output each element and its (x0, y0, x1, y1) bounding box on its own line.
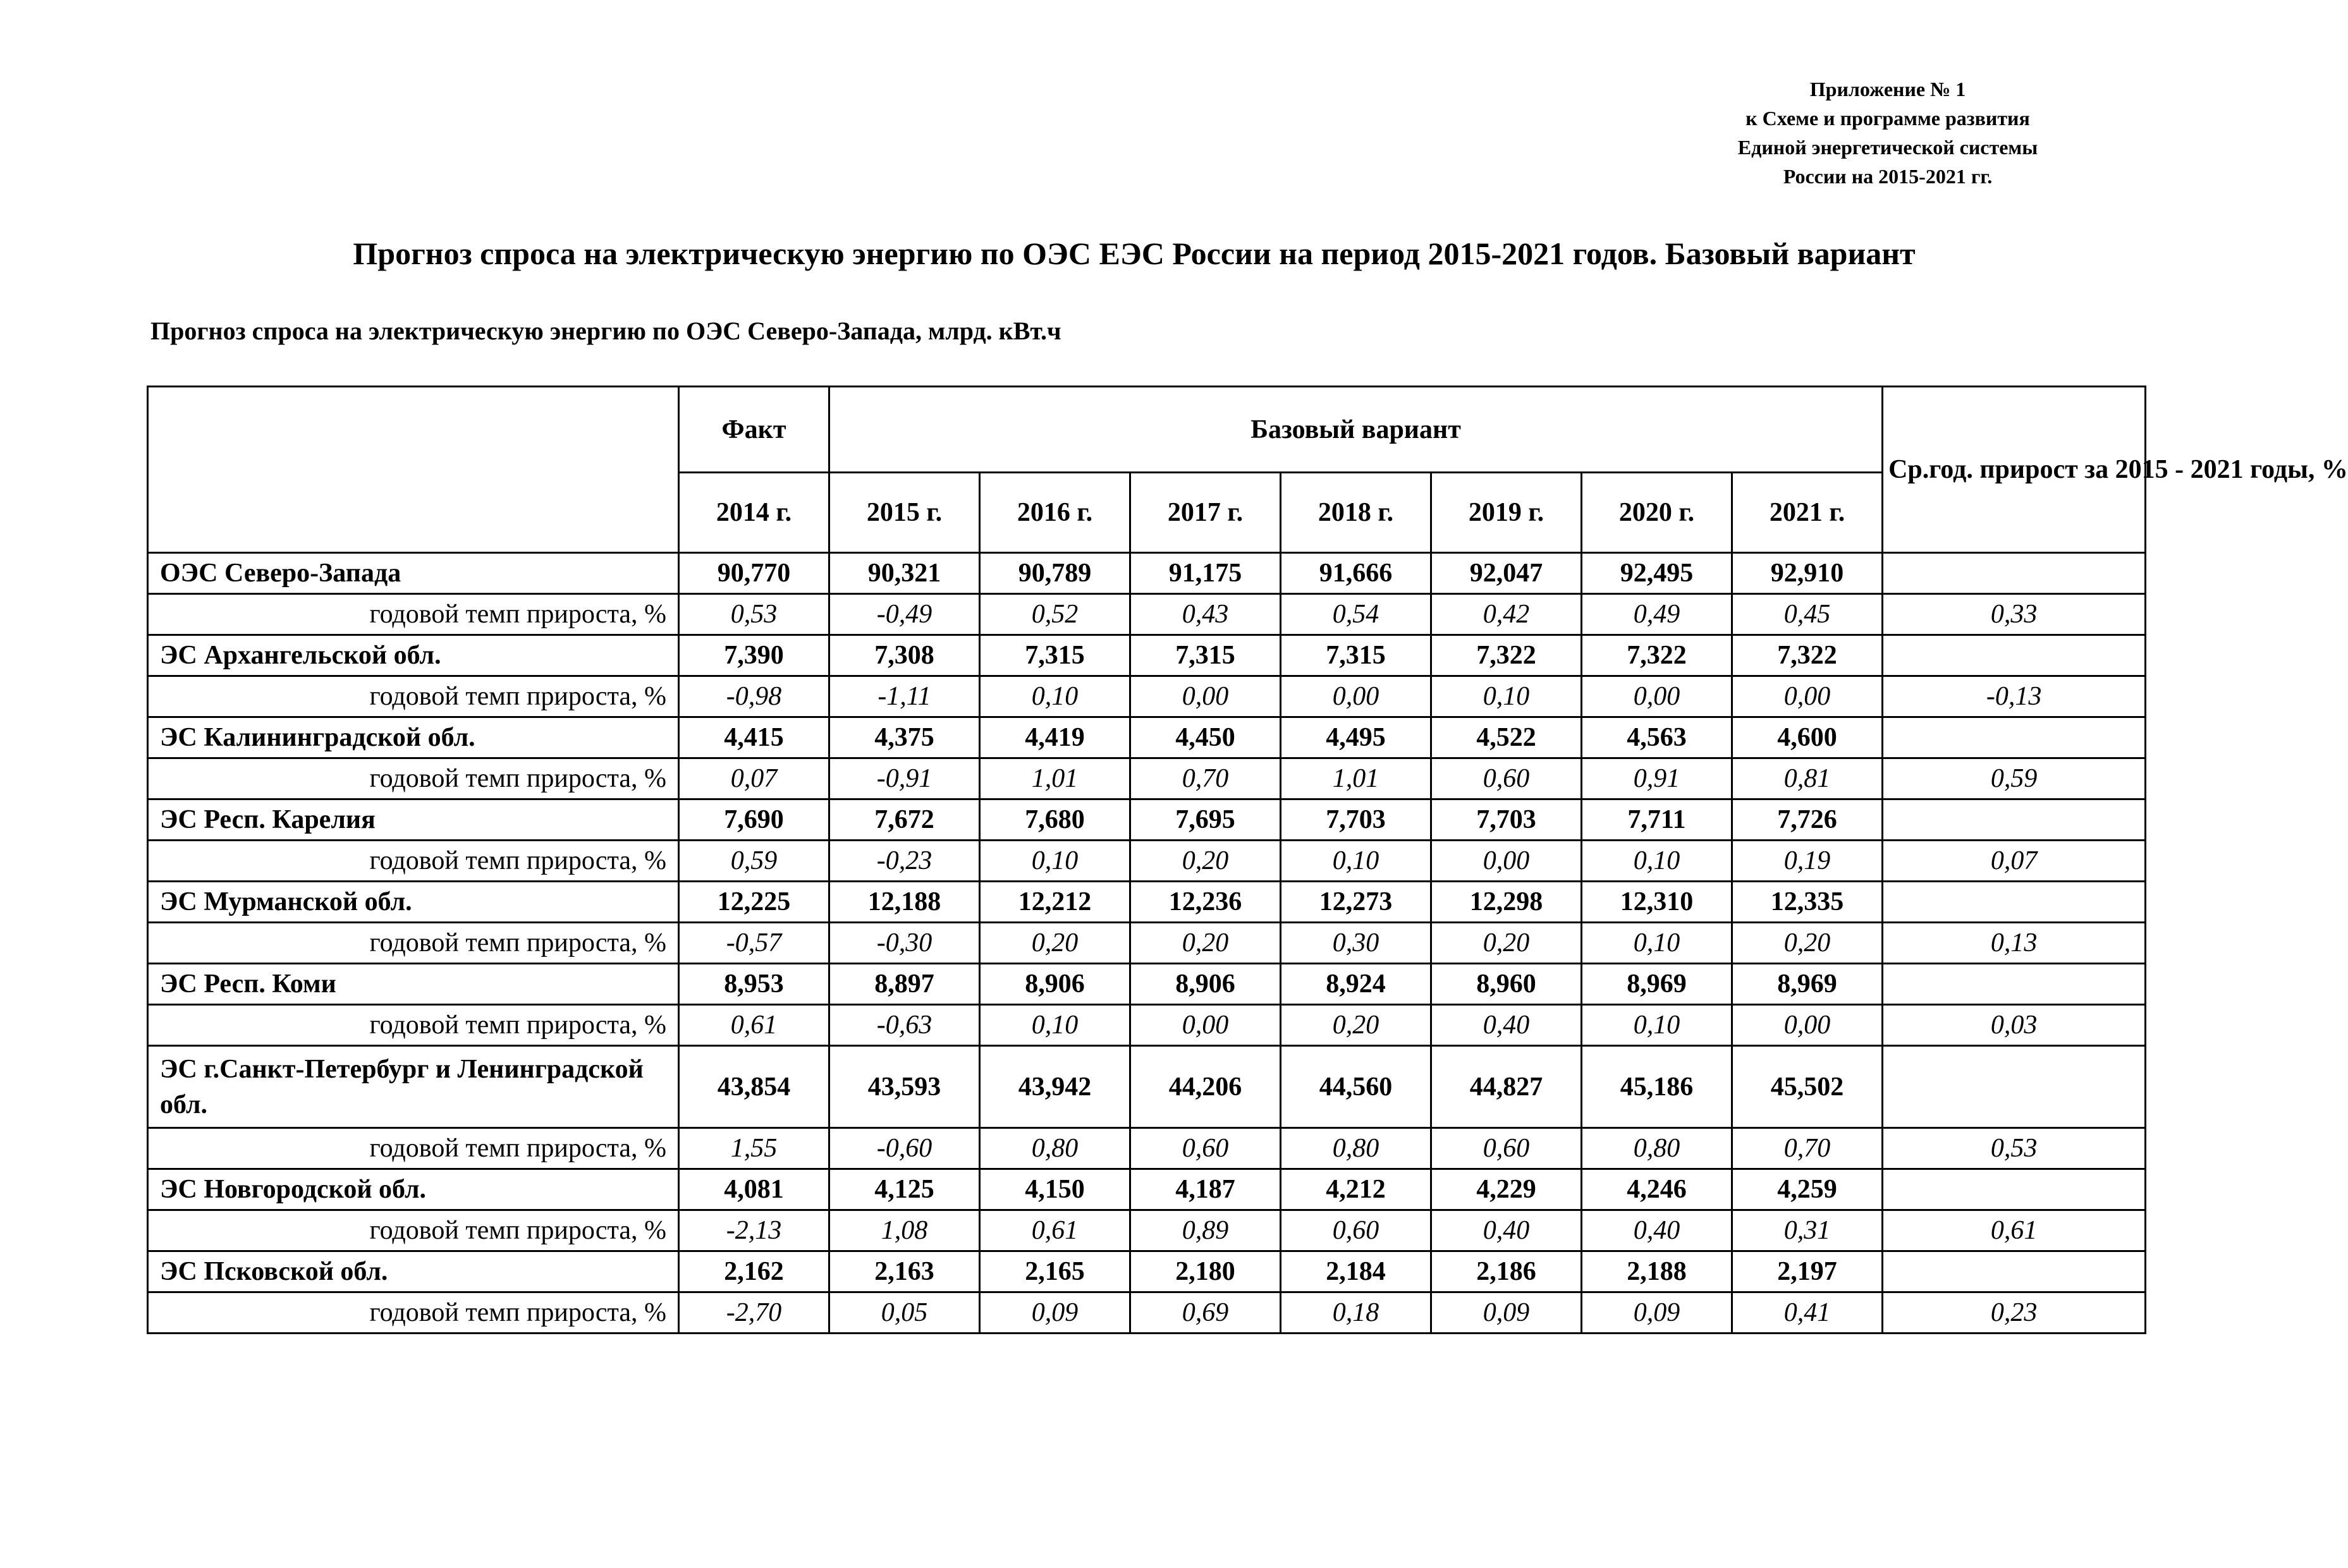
consumption-value: 2,162 (679, 1251, 829, 1292)
growth-rate-value: -0,23 (829, 841, 980, 882)
avg-empty-cell (1883, 1251, 2146, 1292)
growth-rate-value: 0,40 (1582, 1210, 1732, 1251)
growth-rate-value: -0,57 (679, 923, 829, 964)
growth-rate-value: 0,09 (1582, 1292, 1732, 1334)
consumption-value: 43,854 (679, 1046, 829, 1128)
region-name: ЭС г.Санкт-Петербург и Ленинградской обл. (148, 1046, 679, 1128)
growth-rate-value: 0,61 (679, 1005, 829, 1046)
growth-rate-value: 0,89 (1130, 1210, 1281, 1251)
base-variant-header: Базовый вариант (829, 387, 1883, 473)
growth-rate-value: 0,19 (1732, 841, 1883, 882)
avg-growth-value: 0,53 (1883, 1128, 2146, 1169)
growth-rate-value: 0,60 (1281, 1210, 1431, 1251)
growth-rate-value: 0,70 (1732, 1128, 1883, 1169)
fact-header: Факт (679, 387, 829, 473)
growth-rate-value: 0,91 (1582, 758, 1732, 799)
growth-rate-value: 0,10 (1431, 676, 1582, 717)
region-name: ЭС Псковской обл. (148, 1251, 679, 1292)
avg-empty-cell (1883, 553, 2146, 594)
consumption-value: 12,298 (1431, 882, 1582, 923)
growth-rate-value: 0,00 (1130, 676, 1281, 717)
growth-rate-label: годовой темп прироста, % (148, 1292, 679, 1334)
growth-rate-value: 0,00 (1281, 676, 1431, 717)
growth-rate-value: 0,20 (1431, 923, 1582, 964)
consumption-value: 12,273 (1281, 882, 1431, 923)
consumption-value: 7,711 (1582, 799, 1732, 841)
consumption-value: 7,315 (1130, 635, 1281, 676)
growth-rate-value: 0,20 (1281, 1005, 1431, 1046)
annex-line-3: Единой энергетической системы (1737, 136, 2038, 159)
avg-empty-cell (1883, 964, 2146, 1005)
growth-rate-value: 1,08 (829, 1210, 980, 1251)
growth-rate-value: -0,49 (829, 594, 980, 635)
consumption-value: 44,560 (1281, 1046, 1431, 1128)
growth-rate-value: 0,43 (1130, 594, 1281, 635)
growth-rate-value: -0,91 (829, 758, 980, 799)
consumption-value: 45,186 (1582, 1046, 1732, 1128)
region-row (148, 964, 2146, 1005)
consumption-value: 92,047 (1431, 553, 1582, 594)
growth-rate-row (148, 923, 2146, 964)
growth-rate-value: 0,60 (1431, 1128, 1582, 1169)
region-name: ЭС Мурманской обл. (148, 882, 679, 923)
region-row (148, 717, 2146, 758)
consumption-value: 91,175 (1130, 553, 1281, 594)
consumption-value: 12,188 (829, 882, 980, 923)
consumption-value: 90,321 (829, 553, 980, 594)
region-name: ЭС Респ. Карелия (148, 799, 679, 841)
year-header: 2017 г. (1130, 473, 1281, 553)
growth-rate-value: -0,60 (829, 1128, 980, 1169)
consumption-value: 7,726 (1732, 799, 1883, 841)
consumption-value: 7,703 (1281, 799, 1431, 841)
avg-growth-value: 0,61 (1883, 1210, 2146, 1251)
consumption-value: 7,695 (1130, 799, 1281, 841)
growth-rate-value: 0,81 (1732, 758, 1883, 799)
avg-growth-value: 0,13 (1883, 923, 2146, 964)
consumption-value: 7,308 (829, 635, 980, 676)
growth-rate-value: 0,09 (980, 1292, 1130, 1334)
growth-rate-value: -0,63 (829, 1005, 980, 1046)
consumption-value: 7,672 (829, 799, 980, 841)
growth-rate-value: 0,31 (1732, 1210, 1883, 1251)
growth-rate-value: 0,10 (1582, 1005, 1732, 1046)
growth-rate-value: 0,10 (980, 676, 1130, 717)
growth-rate-label: годовой темп прироста, % (148, 1128, 679, 1169)
growth-rate-value: 0,00 (1582, 676, 1732, 717)
consumption-value: 8,953 (679, 964, 829, 1005)
growth-rate-row (148, 758, 2146, 799)
growth-rate-value: 0,20 (980, 923, 1130, 964)
region-row (148, 799, 2146, 841)
consumption-value: 8,906 (1130, 964, 1281, 1005)
consumption-value: 2,165 (980, 1251, 1130, 1292)
growth-rate-value: 0,20 (1130, 841, 1281, 882)
header-row-1 (148, 387, 2146, 473)
growth-rate-value: 0,00 (1732, 676, 1883, 717)
consumption-value: 8,906 (980, 964, 1130, 1005)
avg-growth-value: 0,33 (1883, 594, 2146, 635)
consumption-value: 4,125 (829, 1169, 980, 1210)
growth-rate-value: 0,69 (1130, 1292, 1281, 1334)
consumption-value: 45,502 (1732, 1046, 1883, 1128)
growth-rate-value: 0,40 (1431, 1005, 1582, 1046)
avg-growth-value: -0,13 (1883, 676, 2146, 717)
consumption-value: 12,310 (1582, 882, 1732, 923)
year-header: 2021 г. (1732, 473, 1883, 553)
forecast-table-body (148, 387, 2348, 1334)
consumption-value: 2,180 (1130, 1251, 1281, 1292)
consumption-value: 12,236 (1130, 882, 1281, 923)
year-header: 2020 г. (1582, 473, 1732, 553)
growth-rate-row (148, 1292, 2146, 1334)
growth-rate-value: 0,30 (1281, 923, 1431, 964)
region-row (148, 882, 2146, 923)
consumption-value: 7,315 (1281, 635, 1431, 676)
consumption-value: 2,188 (1582, 1251, 1732, 1292)
growth-rate-value: 0,61 (980, 1210, 1130, 1251)
consumption-value: 12,335 (1732, 882, 1883, 923)
growth-rate-row (148, 1005, 2146, 1046)
consumption-value: 4,259 (1732, 1169, 1883, 1210)
growth-rate-value: 0,05 (829, 1292, 980, 1334)
growth-rate-label: годовой темп прироста, % (148, 676, 679, 717)
region-row (148, 553, 2146, 594)
growth-rate-value: -1,11 (829, 676, 980, 717)
consumption-value: 7,690 (679, 799, 829, 841)
consumption-value: 92,495 (1582, 553, 1732, 594)
growth-rate-value: 0,10 (980, 841, 1130, 882)
consumption-value: 8,897 (829, 964, 980, 1005)
growth-rate-row (148, 1210, 2146, 1251)
consumption-value: 44,827 (1431, 1046, 1582, 1128)
growth-rate-value: 0,10 (1281, 841, 1431, 882)
region-row (148, 1046, 2146, 1128)
growth-rate-value: 0,49 (1582, 594, 1732, 635)
avg-growth-value: 0,23 (1883, 1292, 2146, 1334)
annex-line-1: Приложение № 1 (1809, 78, 1966, 100)
forecast-table (147, 386, 2348, 1334)
consumption-value: 4,246 (1582, 1169, 1732, 1210)
growth-rate-value: 0,00 (1431, 841, 1582, 882)
growth-rate-value: 0,10 (1582, 841, 1732, 882)
growth-rate-row (148, 676, 2146, 717)
growth-rate-value: 0,70 (1130, 758, 1281, 799)
growth-rate-value: 0,80 (980, 1128, 1130, 1169)
growth-rate-label: годовой темп прироста, % (148, 841, 679, 882)
consumption-value: 7,322 (1582, 635, 1732, 676)
growth-rate-value: -2,70 (679, 1292, 829, 1334)
growth-rate-value: 1,01 (980, 758, 1130, 799)
avg-empty-cell (1883, 1046, 2146, 1128)
consumption-value: 4,450 (1130, 717, 1281, 758)
region-row (148, 1251, 2146, 1292)
growth-rate-value: 0,60 (1431, 758, 1582, 799)
annex-header (1666, 75, 2109, 191)
consumption-value: 4,563 (1582, 717, 1732, 758)
avg-empty-cell (1883, 882, 2146, 923)
consumption-value: 4,600 (1732, 717, 1883, 758)
consumption-value: 90,770 (679, 553, 829, 594)
avg-growth-header: Ср.год. прирост за 2015 - 2021 годы, % (1883, 387, 2146, 553)
consumption-value: 91,666 (1281, 553, 1431, 594)
consumption-value: 2,163 (829, 1251, 980, 1292)
avg-empty-cell (1883, 717, 2146, 758)
consumption-value: 7,322 (1431, 635, 1582, 676)
year-header: 2014 г. (679, 473, 829, 553)
growth-rate-value: 0,59 (679, 841, 829, 882)
avg-empty-cell (1883, 799, 2146, 841)
growth-rate-value: 0,00 (1130, 1005, 1281, 1046)
avg-growth-value: 0,59 (1883, 758, 2146, 799)
annex-line-4: России на 2015-2021 гг. (1783, 165, 1993, 188)
growth-rate-value: 0,80 (1281, 1128, 1431, 1169)
table-caption: Прогноз спроса на электрическую энергию по ОЭС Северо-Запада, млрд. кВт.ч (150, 317, 1061, 345)
region-name: ЭС Калининградской обл. (148, 717, 679, 758)
region-name: ОЭС Северо-Запада (148, 553, 679, 594)
consumption-value: 2,184 (1281, 1251, 1431, 1292)
growth-rate-value: -2,13 (679, 1210, 829, 1251)
growth-rate-value: -0,30 (829, 923, 980, 964)
consumption-value: 4,229 (1431, 1169, 1582, 1210)
consumption-value: 44,206 (1130, 1046, 1281, 1128)
year-header: 2019 г. (1431, 473, 1582, 553)
region-header-empty (148, 387, 679, 553)
consumption-value: 4,415 (679, 717, 829, 758)
growth-rate-label: годовой темп прироста, % (148, 1210, 679, 1251)
growth-rate-value: 0,54 (1281, 594, 1431, 635)
consumption-value: 7,680 (980, 799, 1130, 841)
growth-rate-value: -0,98 (679, 676, 829, 717)
consumption-value: 8,969 (1732, 964, 1883, 1005)
growth-rate-value: 0,00 (1732, 1005, 1883, 1046)
consumption-value: 2,197 (1732, 1251, 1883, 1292)
growth-rate-row (148, 841, 2146, 882)
region-name: ЭС Респ. Коми (148, 964, 679, 1005)
growth-rate-label: годовой темп прироста, % (148, 923, 679, 964)
growth-rate-value: 0,09 (1431, 1292, 1582, 1334)
region-row (148, 635, 2146, 676)
consumption-value: 4,081 (679, 1169, 829, 1210)
growth-rate-value: 0,41 (1732, 1292, 1883, 1334)
consumption-value: 8,924 (1281, 964, 1431, 1005)
growth-rate-row (148, 594, 2146, 635)
year-header: 2015 г. (829, 473, 980, 553)
growth-rate-label: годовой темп прироста, % (148, 758, 679, 799)
consumption-value: 43,942 (980, 1046, 1130, 1128)
growth-rate-value: 0,20 (1732, 923, 1883, 964)
avg-empty-cell (1883, 635, 2146, 676)
year-header: 2016 г. (980, 473, 1130, 553)
consumption-value: 7,322 (1732, 635, 1883, 676)
consumption-value: 4,375 (829, 717, 980, 758)
growth-rate-value: 0,80 (1582, 1128, 1732, 1169)
consumption-value: 4,212 (1281, 1169, 1431, 1210)
consumption-value: 8,960 (1431, 964, 1582, 1005)
growth-rate-row (148, 1128, 2146, 1169)
consumption-value: 90,789 (980, 553, 1130, 594)
consumption-value: 92,910 (1732, 553, 1883, 594)
region-name: ЭС Архангельской обл. (148, 635, 679, 676)
growth-rate-value: 0,10 (980, 1005, 1130, 1046)
growth-rate-value: 0,45 (1732, 594, 1883, 635)
consumption-value: 4,522 (1431, 717, 1582, 758)
growth-rate-value: 0,52 (980, 594, 1130, 635)
consumption-value: 7,315 (980, 635, 1130, 676)
consumption-value: 4,495 (1281, 717, 1431, 758)
growth-rate-value: 0,07 (679, 758, 829, 799)
consumption-value: 43,593 (829, 1046, 980, 1128)
page-title: Прогноз спроса на электрическую энергию по ОЭС ЕЭС России на период 2015-2021 годов. Базовый вариант (353, 236, 1916, 271)
growth-rate-value: 0,20 (1130, 923, 1281, 964)
annex-line-2: к Схеме и программе развития (1746, 107, 2030, 130)
growth-rate-value: 1,01 (1281, 758, 1431, 799)
consumption-value: 4,187 (1130, 1169, 1281, 1210)
consumption-value: 4,150 (980, 1169, 1130, 1210)
growth-rate-value: 0,42 (1431, 594, 1582, 635)
growth-rate-label: годовой темп прироста, % (148, 594, 679, 635)
consumption-value: 7,703 (1431, 799, 1582, 841)
growth-rate-value: 0,60 (1130, 1128, 1281, 1169)
consumption-value: 12,212 (980, 882, 1130, 923)
growth-rate-value: 0,40 (1431, 1210, 1582, 1251)
region-row (148, 1169, 2146, 1210)
growth-rate-value: 0,10 (1582, 923, 1732, 964)
avg-growth-value: 0,03 (1883, 1005, 2146, 1046)
consumption-value: 8,969 (1582, 964, 1732, 1005)
growth-rate-label: годовой темп прироста, % (148, 1005, 679, 1046)
growth-rate-value: 0,18 (1281, 1292, 1431, 1334)
avg-empty-cell (1883, 1169, 2146, 1210)
year-header: 2018 г. (1281, 473, 1431, 553)
avg-growth-value: 0,07 (1883, 841, 2146, 882)
consumption-value: 12,225 (679, 882, 829, 923)
growth-rate-value: 0,53 (679, 594, 829, 635)
growth-rate-value: 1,55 (679, 1128, 829, 1169)
region-name: ЭС Новгородской обл. (148, 1169, 679, 1210)
consumption-value: 2,186 (1431, 1251, 1582, 1292)
consumption-value: 4,419 (980, 717, 1130, 758)
consumption-value: 7,390 (679, 635, 829, 676)
